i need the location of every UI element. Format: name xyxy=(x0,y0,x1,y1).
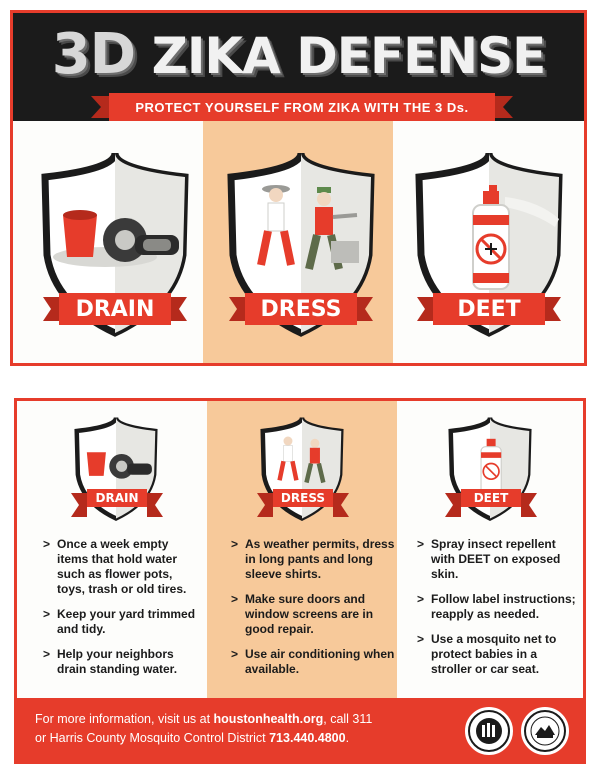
dress-panel xyxy=(221,145,381,350)
city-seal-icon xyxy=(523,709,567,753)
drain-mini-panel xyxy=(71,413,161,528)
dress-mini-label: DRESS xyxy=(273,489,333,507)
list-item: > Follow label instructions; reapply as needed. xyxy=(417,592,577,622)
list-item: > Use a mosquito net to protect babies in a stroller or car seat. xyxy=(417,632,577,677)
drain-label: DRAIN xyxy=(59,293,171,325)
bottom-card xyxy=(14,398,586,764)
footer xyxy=(17,698,583,764)
list-item: > Help your neighbors drain standing water. xyxy=(43,647,203,677)
city-of-houston-seal xyxy=(521,707,569,755)
dress-mini-panel xyxy=(257,413,347,528)
dress-label: DRESS xyxy=(245,293,357,325)
list-item: > Use air conditioning when available. xyxy=(231,647,397,677)
footer-info-text: For more information, visit us at houstonhealth.org, call 311 or Harris County Mosquito Control District 713.440.4800. xyxy=(35,712,373,745)
houston-health-department-seal xyxy=(465,707,513,755)
list-item: > Keep your yard trimmed and tidy. xyxy=(43,607,203,637)
top-card xyxy=(10,10,587,366)
health-department-logo-icon xyxy=(467,709,511,753)
list-item: > Make sure doors and window screens are in good repair. xyxy=(231,592,397,637)
dress-instructions xyxy=(231,537,397,687)
drain-mini-label: DRAIN xyxy=(87,489,147,507)
deet-panel xyxy=(409,145,569,350)
subtitle-ribbon: PROTECT YOURSELF FROM ZIKA WITH THE 3 Ds. xyxy=(109,93,495,121)
deet-instructions xyxy=(417,537,577,687)
title-zika-defense: ZIKA DEFENSE xyxy=(151,27,546,85)
drain-panel xyxy=(35,145,195,350)
title-3d: 3D xyxy=(51,22,136,87)
deet-label: DEET xyxy=(433,293,545,325)
drain-instructions xyxy=(43,537,203,687)
deet-mini-label: DEET xyxy=(461,489,521,507)
list-item: > As weather permits, dress in long pants and long sleeve shirts. xyxy=(231,537,397,582)
website-link[interactable]: houstonhealth.org xyxy=(213,712,324,726)
list-item: > Once a week empty items that hold water such as flower pots, toys, trash or old tires. xyxy=(43,537,203,597)
list-item: > Spray insect repellent with DEET on exposed skin. xyxy=(417,537,577,582)
page-title xyxy=(13,22,584,87)
phone-number: 713.440.4800 xyxy=(269,731,346,745)
deet-mini-panel xyxy=(445,413,535,528)
